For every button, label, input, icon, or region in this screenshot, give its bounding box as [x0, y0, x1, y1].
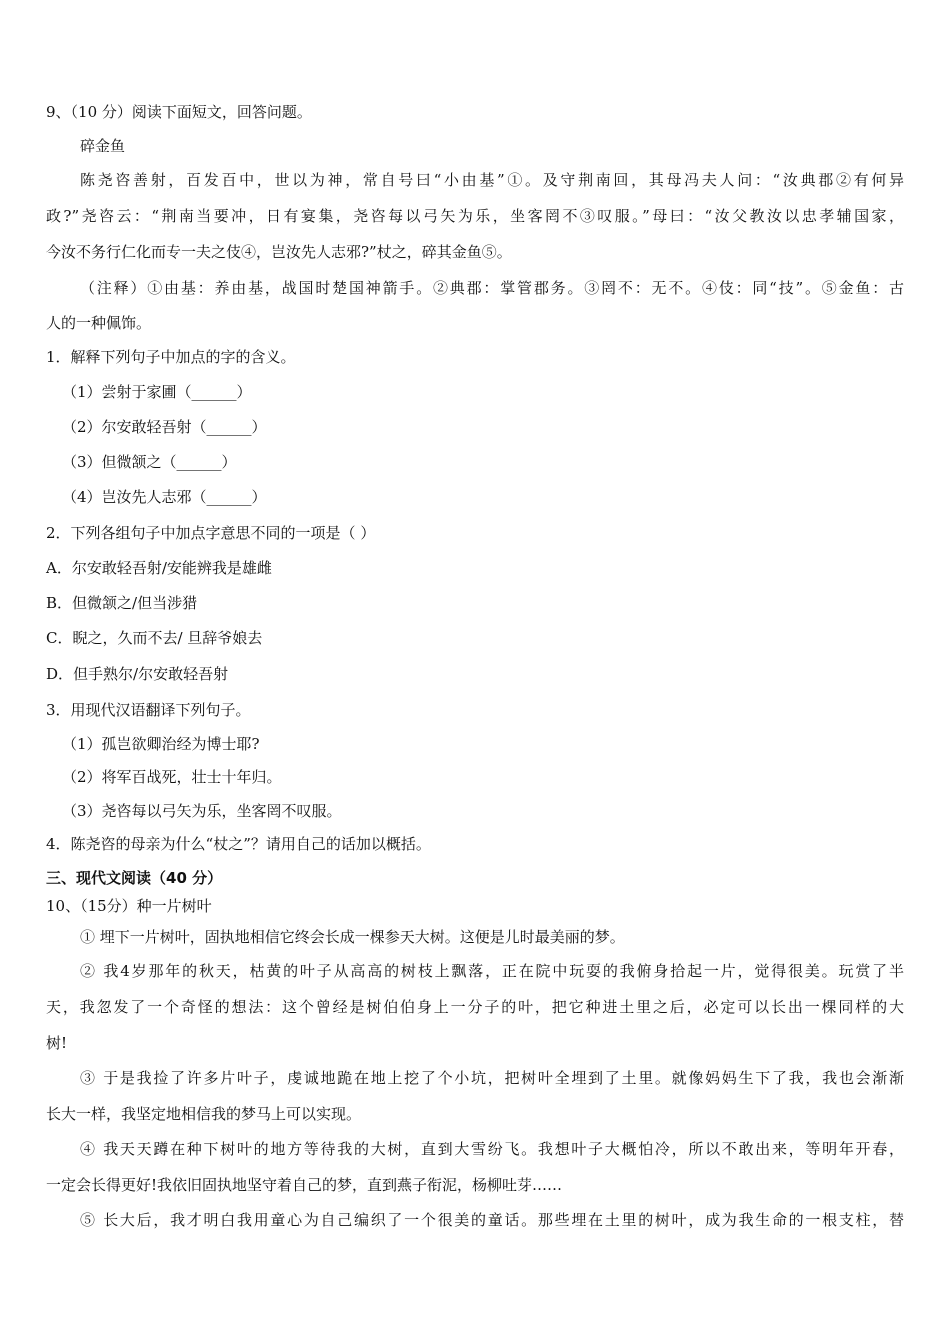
subquestion-4-stem: 4．陈尧咨的母亲为什么“杖之”？请用自己的话加以概括。: [46, 835, 431, 853]
essay-paragraph-line: ④ 我天天蹲在种下树叶的地方等待我的大树，直到大雪纷飞。我想叶子大概怕冷，所以不敢出来，等明年开春，: [80, 1140, 904, 1158]
essay-paragraph-line: 天，我忽发了一个奇怪的想法：这个曾经是树伯伯身上一分子的叶，把它种进土里之后，必定可以长出一棵同样的大: [46, 998, 904, 1016]
essay-paragraph-line: ② 我4岁那年的秋天，枯黄的叶子从高高的树枝上飘落，正在院中玩耍的我俯身拾起一片，觉得很美。玩赏了半: [80, 962, 904, 980]
essay-paragraph-line: 长大一样，我坚定地相信我的梦马上可以实现。: [46, 1105, 362, 1123]
subquestion-2-option: D．但手熟尔/尔安敢轻吾射: [46, 665, 229, 683]
annotation-line: （注释）①由基：养由基，战国时楚国神箭手。②典郡：掌管郡务。③罔不：无不。④伎：同“技”。⑤金鱼：古: [80, 279, 904, 297]
annotation-line: 人的一种佩饰。: [46, 314, 152, 332]
subquestion-1-item: （2）尔安敢轻吾射（______）: [62, 418, 267, 436]
essay-paragraph-line: 树!: [46, 1034, 68, 1052]
subquestion-2-stem: 2．下列各组句子中加点字意思不同的一项是（ ）: [46, 524, 376, 542]
passage-title: 碎金鱼: [80, 137, 126, 155]
subquestion-1-item: （1）尝射于家圃（______）: [62, 383, 252, 401]
essay-paragraph-line: ① 埋下一片树叶，固执地相信它终会长成一棵参天大树。这便是儿时最美丽的梦。: [80, 928, 625, 946]
subquestion-1-stem: 1．解释下列句子中加点的字的含义。: [46, 348, 296, 366]
essay-paragraph-line: ⑤ 长大后，我才明白我用童心为自己编织了一个很美的童话。那些埋在土里的树叶，成为我生命的一根支柱，替: [80, 1211, 904, 1229]
passage-line: 陈尧咨善射，百发百中，世以为神，常自号曰“小由基”①。及守荆南回，其母冯夫人问：“汝典郡②有何异: [80, 171, 904, 189]
subquestion-1-item: （4）岂汝先人志邪（______）: [62, 488, 267, 506]
subquestion-3-stem: 3．用现代汉语翻译下列句子。: [46, 701, 251, 719]
subquestion-2-option: A．尔安敢轻吾射/安能辨我是雄雌: [46, 559, 272, 577]
subquestion-2-option: C．睨之，久而不去/ 旦辞爷娘去: [46, 629, 263, 647]
essay-paragraph-line: ③ 于是我捡了许多片叶子，虔诚地跪在地上挖了个小坑，把树叶全埋到了土里。就像妈妈生下了我，我也会渐渐: [80, 1069, 904, 1087]
question-9-header: 9、（10 分）阅读下面短文，回答问题。: [46, 103, 312, 121]
question-10-header: 10、（15分）种一片树叶: [46, 897, 212, 915]
subquestion-3-item: （2）将军百战死，壮士十年归。: [62, 768, 282, 786]
subquestion-3-item: （3）尧咨每以弓矢为乐，坐客罔不叹服。: [62, 802, 342, 820]
subquestion-1-item: （3）但微颔之（______）: [62, 453, 237, 471]
passage-line: 今汝不务行仁化而专一夫之伎④，岂汝先人志邪?”杖之，碎其金鱼⑤。: [46, 243, 512, 261]
subquestion-3-item: （1）孤岂欲卿治经为博士耶?: [62, 735, 260, 753]
essay-paragraph-line: 一定会长得更好!我依旧固执地坚守着自己的梦，直到燕子衔泥，杨柳吐芽……: [46, 1176, 563, 1194]
passage-line: 政?”尧咨云：“荆南当要冲，日有宴集，尧咨每以弓矢为乐，坐客罔不③叹服。”母曰：“汝父教汝以忠孝辅国家，: [46, 207, 904, 225]
section-3-heading: 三、现代文阅读（40 分）: [46, 869, 223, 887]
subquestion-2-option: B．但微颔之/但当涉猎: [46, 594, 198, 612]
